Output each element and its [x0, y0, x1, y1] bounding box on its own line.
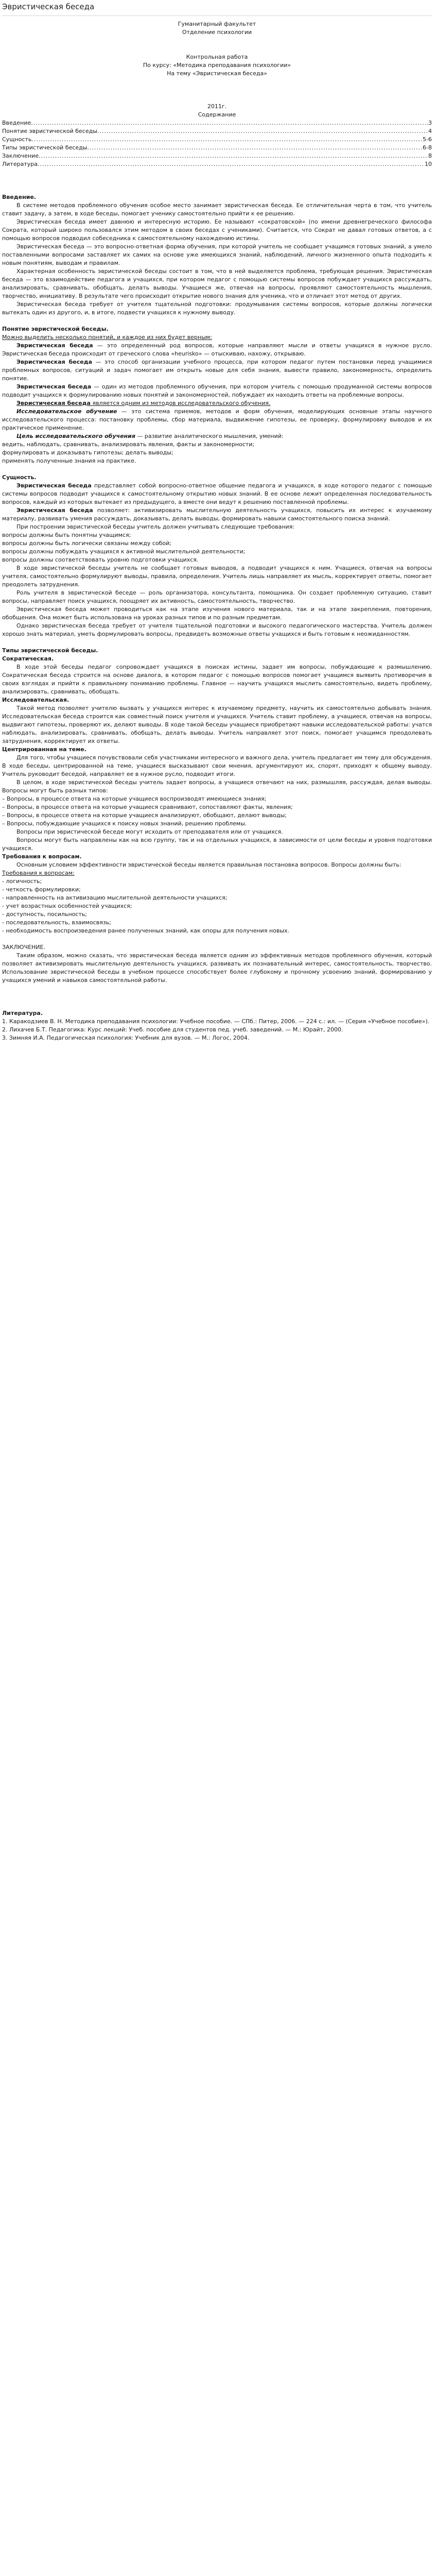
- spacer: [2, 638, 432, 647]
- list-item: – Вопросы, в процессе ответа на которые учащиеся воспроизводят имеющиеся знания;: [2, 795, 267, 802]
- definition-paragraph: Эвристическая беседа — это способ организации учебного процесса, при котором педагог путем постановки перед учащимися проблемных вопросов, ситуаций и задач помогает им открыть новые для себя знания, вывести правило, закономерность, определить понятие.: [2, 359, 432, 382]
- paragraph: Эвристическая беседа имеет давнюю и интересную историю. Ее называют «сократовской» (по имени древнегреческого философа Сократа, который широко пользовался этим методом в своих беседах с учениками). Считается, что Сократ не давал готовых ответов, а с помощью вопросов подводил собеседника к самостоятельному нахождению истины.: [2, 218, 432, 242]
- paragraph: В целом, в ходе эвристической беседы учитель задает вопросы, а учащиеся отвечают на них, размышляя, рассуждая, делая выводы. Вопросы могут быть разных типов:: [2, 779, 432, 794]
- paragraph: В системе методов проблемного обучения особое место занимает эвристическая беседа. Ее отличительная черта в том, что учитель ставит задачу, а затем, в ходе беседы, помогает ученику самостоятельно прийти к ее решению.: [2, 202, 432, 217]
- list-item: применять полученные знания на практике.: [2, 457, 136, 464]
- paragraph: Вопросы могут быть направлены как на всю группу, так и на отдельных учащихся, в зависимости от цели беседы и уровня подготовки учащихся.: [2, 837, 432, 852]
- department-line: Отделение психологии: [182, 29, 252, 36]
- spacer: [2, 317, 432, 325]
- list-item: формулировать и доказывать гипотезы; делать выводы;: [2, 449, 173, 456]
- toc-leader: [97, 127, 428, 135]
- list-item: - четкость формулировки;: [2, 886, 81, 893]
- table-of-contents: [2, 119, 432, 168]
- paragraph: Эвристическая беседа может проводиться как на этапе изучения нового материала, так и на этапе закрепления, повторения, обобщения. Она может быть использована на уроках разных типов и по разным предметам.: [2, 606, 432, 621]
- list-item: – Вопросы, в процессе ответа на которые учащиеся анализируют, обобщают, делают выводы;: [2, 812, 287, 819]
- toc-leader: [31, 119, 428, 127]
- paragraph: В ходе эвристической беседы учитель не сообщает готовых выводов, а подводит учащихся к ним. Учащиеся, отвечая на вопросы учителя, самостоятельно формулируют выводы, правила, определения. Учитель лишь направляет их мысль, корректирует ответы, помогает преодолеть затруднения.: [2, 565, 432, 588]
- spacer: [2, 78, 432, 103]
- list-item: - необходимость воспроизведения ранее полученных знаний, как опоры для получения новых.: [2, 927, 290, 934]
- section-heading: Введение.: [2, 194, 37, 200]
- list-item: вопросы должны побуждать учащихся к активной мыслительной деятельности;: [2, 548, 246, 555]
- subsection-heading: Центрированная на теме.: [2, 746, 86, 753]
- toc-item: Введение ..... 3: [2, 119, 432, 127]
- section-heading: Понятие эвристической беседы.: [2, 326, 109, 332]
- list-heading: Требования к вопросам:: [2, 870, 75, 876]
- paragraph: Эвристическая беседа позволяет: активизировать мыслительную деятельность учащихся, повысить их интерес к изучаемому материалу, развивать умения рассуждать, доказывать, делать выводы, формировать навыки самостоятельного поиска знаний.: [2, 507, 432, 522]
- list-item: - направленность на активизацию мыслительной деятельности учащихся;: [2, 894, 228, 901]
- section-essence: [2, 473, 432, 638]
- toc-leader: [38, 160, 425, 168]
- paragraph: Однако эвристическая беседа требует от учителя тщательной подготовки и высокого педагогического мастерства. Учитель должен хорошо знать материал, уметь формулировать вопросы, предвидеть возможные ответы учащихся и быть готовым к неожиданностям.: [2, 622, 432, 637]
- paragraph: В ходе этой беседы педагог сопровождает учащихся в поисках истины, задает им вопросы, побуждающие к размышлению. Сократическая беседа строится на основе диалога, в котором педагог с помощью вопросов помогает учащимся выявить противоречия в своих взглядах и прийти к правильному пониманию проблемы. Главное — научить учащихся мыслить самостоятельно, видеть проблему, анализировать, сравнивать, обобщать.: [2, 664, 432, 695]
- definition-paragraph: Эвристическая беседа — один из методов проблемного обучения, при котором учитель с помощью продуманной системы вопросов подводит учащихся к формулированию новых понятий и закономерностей, побуждает их находить ответы на проблемные вопросы.: [2, 383, 432, 398]
- toc-item: Сущность ..... 5-6: [2, 135, 432, 144]
- paragraph: При построении эвристической беседы учитель должен учитывать следующие требования:: [16, 523, 294, 530]
- contents-heading: Содержание: [198, 111, 236, 118]
- course-line: По курсу: «Методика преподавания психологии»: [143, 62, 291, 69]
- toc-leader: [39, 152, 428, 160]
- section-concept: [2, 325, 432, 465]
- spacer: [2, 935, 432, 943]
- paragraph: Эвристическая беседа представляет собой вопросно-ответное общение педагога и учащихся, в ходе которого педагог с помощью системы вопросов подводит учащихся к самостоятельному открытию новых знаний. В ее основе лежит определенная последовательность вопросов, каждый из которых вытекает из предыдущего, а вместе они ведут к решению поставленной проблемы.: [2, 482, 432, 505]
- section-introduction: [2, 193, 432, 317]
- section-heading: ЗАКЛЮЧЕНИЕ.: [2, 944, 45, 951]
- concept-intro: Можно выделить несколько понятий, и каждое из них будет верным:: [2, 334, 212, 341]
- subsection-heading: Сократическая.: [2, 655, 54, 662]
- definition-paragraph: Цель исследовательского обучения — развитие аналитического мышления, умений:: [16, 433, 284, 439]
- list-item: - последовательность, взаимосвязь;: [2, 919, 111, 926]
- year-line: 2011г.: [207, 103, 227, 110]
- document-page: [0, 1, 436, 1063]
- page-title: Эвристическая беседа: [2, 2, 95, 11]
- faculty-line: Гуманитарный факультет: [178, 21, 256, 27]
- list-item: – Вопросы, побуждающие учащихся к поиску новых знаний, решению проблемы.: [2, 820, 247, 827]
- definition-paragraph: Эвристическая беседа является одним из методов исследовательского обучения.: [16, 400, 271, 406]
- list-item: – Вопросы, в процессе ответа на которые учащиеся сравнивают, сопоставляют факты, явления;: [2, 804, 293, 810]
- paragraph: Вопросы при эвристической беседе могут исходить от преподавателя или от учащихся.: [16, 828, 283, 835]
- subsection-heading: Исследовательская.: [2, 697, 69, 703]
- list-item: вопросы должны соответствовать уровню подготовки учащихся.: [2, 556, 199, 563]
- paragraph: Основным условием эффективности эвристической беседы является правильная постановка вопросов. Вопросы должны быть:: [16, 861, 402, 868]
- spacer: [2, 465, 432, 473]
- toc-item: Литература ..... 10: [2, 160, 432, 168]
- paragraph: Такой метод позволяет учителю вызвать у учащихся интерес к изучаемому предмету, научить их самостоятельно добывать знания. Исследовательская беседа строится как совместный поиск учителя и учащихся. Учитель ставит проблему, а учащиеся, отвечая на вопросы, выдвигают гипотезы, проверяют их, делают выводы. В ходе такой беседы учащиеся приобретают навыки исследовательской работы: учатся наблюдать, анализировать, сравнивать, обобщать, делать выводы. Учитель направляет этот поиск, помогает учащимся преодолевать затруднения, корректирует их ответы.: [2, 705, 432, 744]
- reference-item: 3. Зимняя И.А. Педагогическая психология: Учебник для вузов. — М.: Логос, 2004.: [2, 1035, 250, 1041]
- title-divider: [2, 15, 432, 16]
- paragraph: Роль учителя в эвристической беседе — роль организатора, консультанта, помощника. Он создает проблемную ситуацию, ставит вопросы, направляет поиск учащихся, поощряет их активность, самостоятельность, творчество.: [2, 589, 432, 604]
- definition-paragraph: Эвристическая беседа — это определенный род вопросов, которые направляют мысли и ответы учащихся в нужное русло. Эвристическая беседа происходит от греческого слова «heurisko» — отыскиваю, нахожу, открываю.: [2, 342, 432, 357]
- section-references: [2, 1009, 432, 1042]
- paragraph: Для того, чтобы учащиеся почувствовали себя участниками интересного и важного дела, учитель предлагает им тему для обсуждения. В ходе беседы, центрированной на теме, учащиеся высказывают свои мнения, аргументируют их, спорят, приходят к общему выводу. Учитель руководит беседой, направляет ее в нужное русло, подводит итоги.: [2, 754, 432, 777]
- topic-line: На тему «Эвристическая беседа»: [167, 70, 267, 77]
- reference-item: 1. Каракодзиев В. Н. Методика преподавания психологии: Учебное пособие. — СПб.: Питер, 2006. — 224 с.: ил. — (Серия «Учебное пособие»).: [2, 1018, 430, 1025]
- paragraph: Эвристическая беседа требует от учителя тщательной подготовки: продумывания системы вопросов, которые должны логически вытекать один из другого, и, в итоге, подвести учащихся к нужному выводу.: [2, 301, 432, 316]
- section-heading: Сущность.: [2, 474, 37, 481]
- paragraph: Таким образом, можно сказать, что эвристическая беседа является одним из эффективных методов проблемного обучения, который позволяет активизировать мыслительную деятельность учащихся, развивать их познавательный интерес, самостоятельность, творчество. Использование эвристической беседы в учебном процессе способствует более глубокому и прочному усвоению знаний, формированию у учащихся умений и навыков самостоятельной работы.: [2, 952, 432, 984]
- section-heading: Типы эвристической беседы.: [2, 647, 98, 654]
- section-types: [2, 647, 432, 935]
- work-type-line: Контрольная работа: [186, 54, 248, 60]
- list-item: - логичность;: [2, 878, 42, 885]
- definition-paragraph: Исследовательское обучение — это система приемов, методов и форм обучения, моделирующих основные этапы научного исследовательского процесса: постановку проблемы, сбор материала, выдвижение гипотезы, ее проверку, формулировку выводов и их практическое применение.: [2, 408, 432, 431]
- toc-item: Заключение ..... 8: [2, 152, 432, 160]
- paragraph: Характерная особенность эвристической беседы состоит в том, что в ней выделяется проблема, требующая решения. Эвристическая беседа — это взаимодействие педагога и учащихся, при котором педагог с помощью системы вопросов побуждает учащихся рассуждать, анализировать, сравнивать, обобщать, делать выводы. Учащиеся же, отвечая на вопросы, проявляют самостоятельность мышления, творчество, инициативу. В результате чего происходит открытие нового знания для ученика, что и отличает этот метод от других.: [2, 268, 432, 299]
- toc-leader: [88, 144, 423, 152]
- toc-item: Типы эвристической беседы ..... 6-8: [2, 144, 432, 152]
- spacer: [2, 37, 432, 53]
- list-item: вопросы должны быть логически связаны между собой;: [2, 540, 171, 547]
- list-item: вопросы должны быть понятны учащимся;: [2, 532, 131, 538]
- paragraph: Эвристическая беседа — это вопросно-ответная форма обучения, при которой учитель не сообщает учащимся готовых знаний, а умело поставленными вопросами заставляет их самих на основе уже имеющихся знаний, наблюдений, личного жизненного опыта подходить к новым понятиям, выводам и правилам.: [2, 243, 432, 266]
- list-item: - учет возрастных особенностей учащихся;: [2, 903, 132, 909]
- title-page-block: [2, 20, 432, 119]
- list-item: - доступность, посильность;: [2, 911, 88, 918]
- spacer: [2, 168, 432, 193]
- toc-leader: [31, 135, 423, 144]
- spacer: [2, 985, 432, 1009]
- section-conclusion: [2, 943, 432, 985]
- list-item: ведить, наблюдать, сравнивать, анализировать явления, факты и закономерности;: [2, 441, 255, 448]
- subsection-heading: Требования к вопросам.: [2, 853, 82, 860]
- toc-item: Понятие эвристической беседы ..... 4: [2, 127, 432, 135]
- section-heading: Литература.: [2, 1010, 43, 1016]
- reference-item: 2. Лихачев Б.Т. Педагогика: Курс лекций: Учеб. пособие для студентов пед. учеб. заведений. — М.: Юрайт, 2000.: [2, 1026, 343, 1033]
